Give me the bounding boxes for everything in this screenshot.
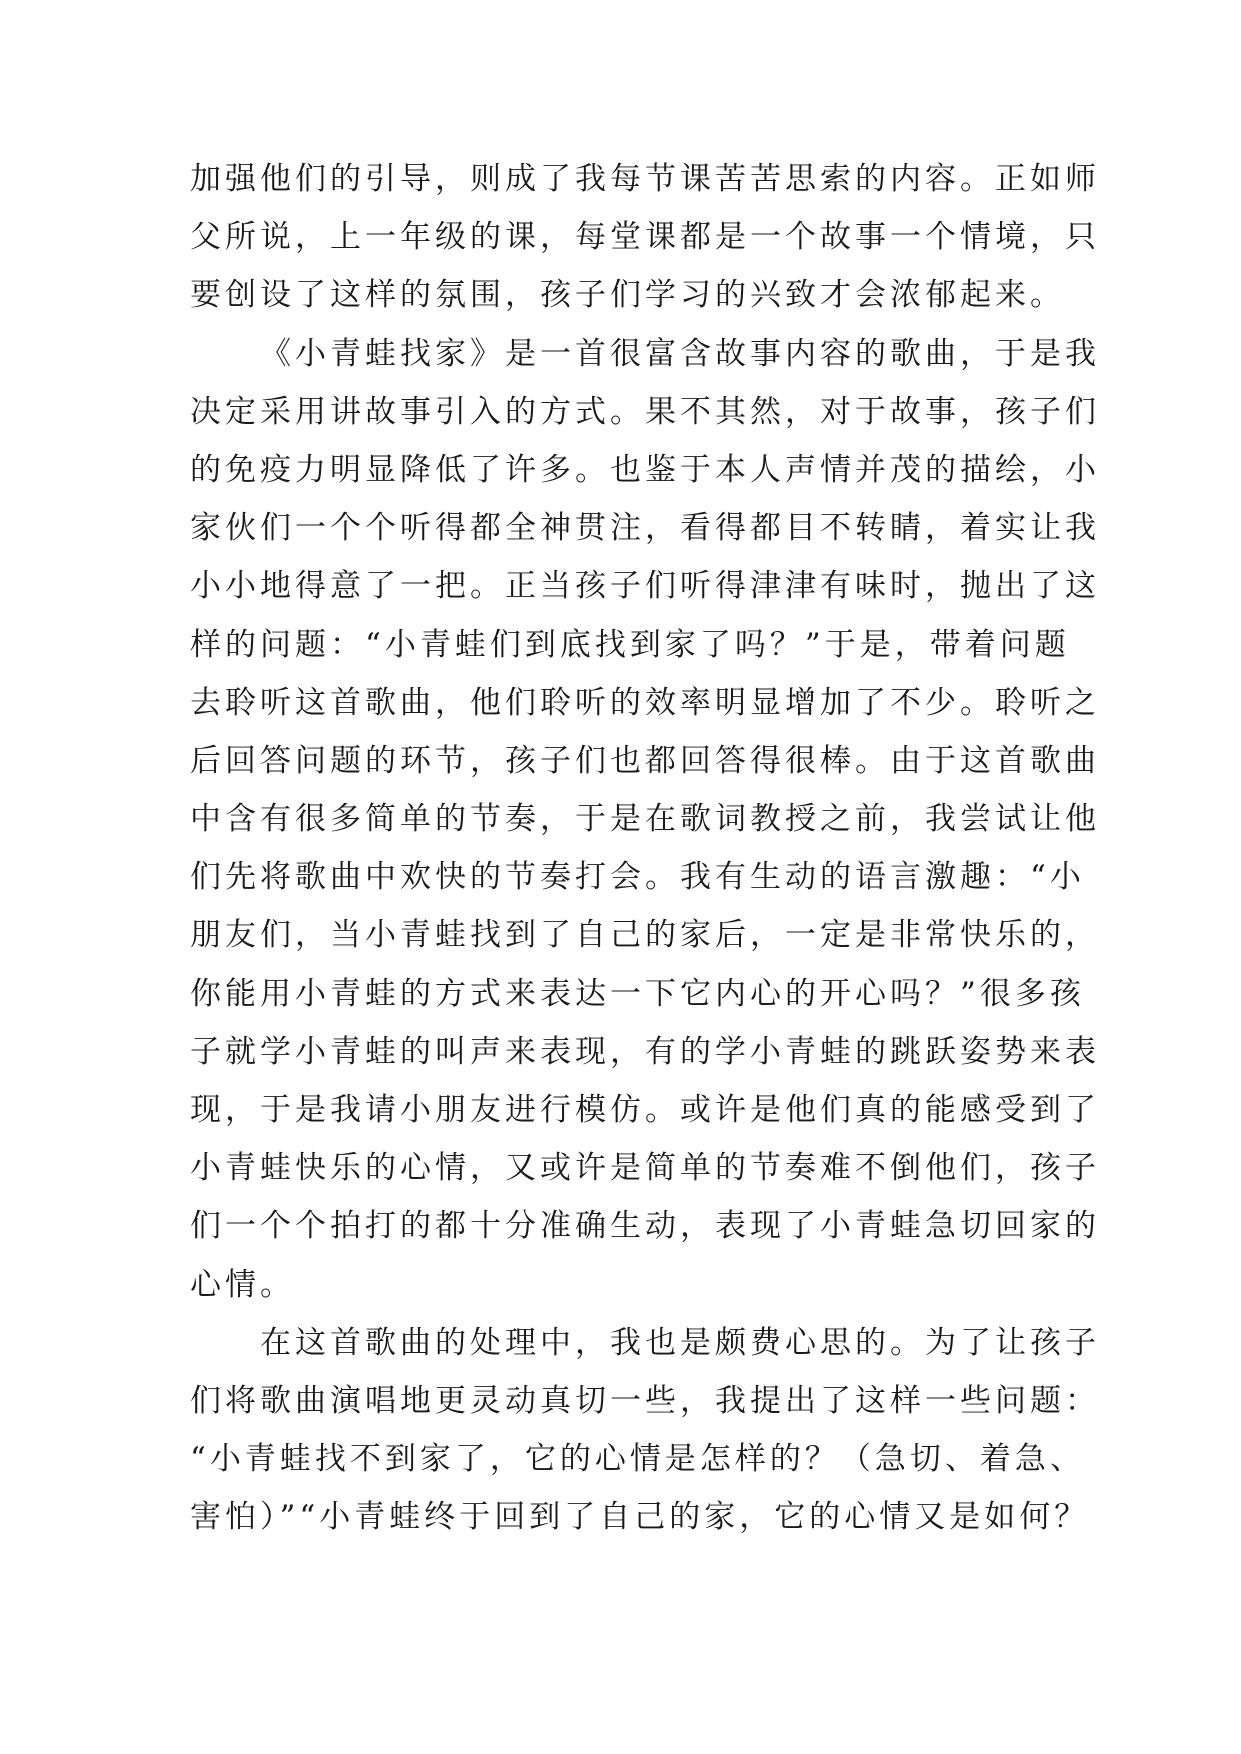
text-line: 要创设了这样的氛围，孩子们学习的兴致才会浓郁起来。 xyxy=(190,277,1065,314)
text-line: 父所说，上一年级的课，每堂课都是一个故事一个情境，只 xyxy=(190,219,1100,256)
text-line: 子就学小青蛙的叫声来表现，有的学小青蛙的跳跃姿势来表 xyxy=(190,1033,1100,1070)
text-line: 的免疫力明显降低了许多。也鉴于本人声情并茂的描绘，小 xyxy=(190,451,1100,488)
text-line: “小青蛙找不到家了，它的心情是怎样的？（急切、着急、 xyxy=(190,1441,1085,1478)
body-text xyxy=(190,150,1100,1547)
text-line: 心情。 xyxy=(190,1266,295,1303)
paragraph-first-line: 《小青蛙找家》是一首很富含故事内容的歌曲，于是我 xyxy=(260,335,1100,372)
text-line: 们一个个拍打的都十分准确生动，表现了小青蛙急切回家的 xyxy=(190,1208,1100,1245)
text-line: 去聆听这首歌曲，他们聆听的效率明显增加了不少。聆听之 xyxy=(190,684,1100,721)
text-line: 小青蛙快乐的心情，又或许是简单的节奏难不倒他们，孩子 xyxy=(190,1150,1100,1187)
text-line: 加强他们的引导，则成了我每节课苦苦思索的内容。正如师 xyxy=(190,161,1100,197)
text-line: 们先将歌曲中欢快的节奏打会。我有生动的语言激趣：“小 xyxy=(190,859,1085,896)
paragraph-first-line: 在这首歌曲的处理中，我也是颇费心思的。为了让孩子 xyxy=(260,1324,1100,1361)
text-line: 决定采用讲故事引入的方式。果不其然，对于故事，孩子们 xyxy=(190,393,1100,430)
text-line: 朋友们，当小青蛙找到了自己的家后，一定是非常快乐的， xyxy=(190,917,1100,954)
text-line: 中含有很多简单的节奏，于是在歌词教授之前，我尝试让他 xyxy=(190,801,1100,838)
text-line: 小小地得意了一把。正当孩子们听得津津有味时，抛出了这 xyxy=(190,568,1100,605)
text-line: 你能用小青蛙的方式来表达一下它内心的开心吗？”很多孩 xyxy=(190,975,1085,1012)
text-line: 样的问题：“小青蛙们到底找到家了吗？”于是，带着问题 xyxy=(190,626,1070,663)
text-line: 们将歌曲演唱地更灵动真切一些，我提出了这样一些问题： xyxy=(190,1382,1100,1419)
text-line: 后回答问题的环节，孩子们也都回答得很棒。由于这首歌曲 xyxy=(190,742,1100,779)
text-line: 害怕）”“小青蛙终于回到了自己的家，它的心情又是如何？ xyxy=(190,1499,1090,1536)
text-line: 现，于是我请小朋友进行模仿。或许是他们真的能感受到了 xyxy=(190,1092,1100,1128)
text-line: 家伙们一个个听得都全神贯注，看得都目不转睛，着实让我 xyxy=(190,510,1100,547)
